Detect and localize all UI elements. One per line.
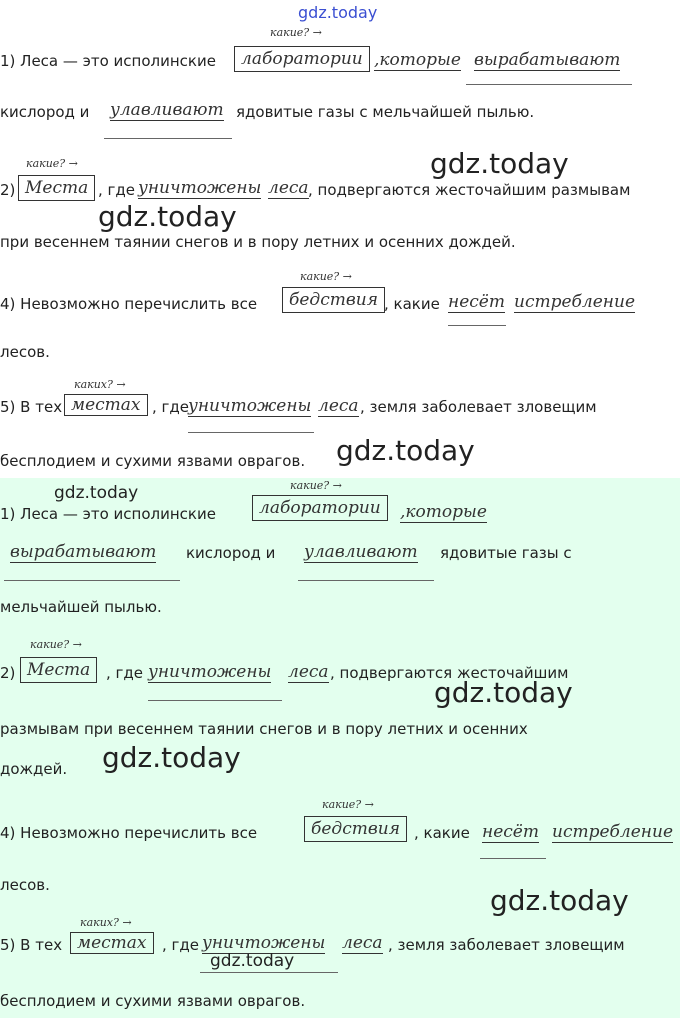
sentence-5-start: 5) В тех [0, 398, 63, 416]
subject-word: Места [20, 657, 97, 683]
sentence-1-line2-rest: ядовитые газы с мельчайшей пылью. [236, 103, 535, 121]
underline [4, 580, 180, 581]
predicate-word: несёт [448, 292, 505, 312]
sentence-2-line3: дождей. [0, 760, 68, 778]
sentence-2-rest: , подвергаются жесточайшим размывам [308, 181, 631, 199]
sentence-2-where: , где [98, 181, 136, 199]
subject-word: леса [342, 933, 383, 953]
question-label: каких? → [80, 916, 132, 929]
underline [148, 700, 282, 701]
subject-word: местах [64, 394, 148, 416]
sentence-4-start: 4) Невозможно перечислить все [0, 824, 258, 842]
sentence-5-start: 5) В тех [0, 936, 63, 954]
sentence-1-start: 1) Леса — это исполинские [0, 505, 216, 523]
watermark: gdz.today [490, 884, 629, 917]
subject-word: леса [318, 396, 359, 416]
subject-word: Места [18, 175, 95, 201]
predicate-word: вырабатывают [10, 542, 157, 562]
sentence-4-line2: лесов. [0, 876, 50, 894]
sentence-1-line2: кислород и [0, 103, 90, 121]
watermark: gdz.today [98, 200, 237, 233]
predicate-word: несёт [482, 822, 539, 842]
predicate-word: улавливают [304, 542, 418, 562]
sentence-5-where: , где [162, 936, 200, 954]
subject-word: леса [268, 178, 309, 198]
watermark: gdz.today [336, 434, 475, 467]
predicate-word: ,которые [400, 502, 487, 522]
underline [104, 138, 232, 139]
sentence-4-which: , какие [414, 824, 470, 842]
subject-word: лаборатории [252, 495, 388, 521]
sentence-1-line3: мельчайшей пылью. [0, 598, 162, 616]
subject-word: местах [70, 932, 154, 954]
subject-word: бедствия [304, 816, 407, 842]
predicate-word: уничтожены [188, 396, 312, 416]
sentence-1-line2-rest: ядовитые газы с [440, 544, 572, 562]
watermark: gdz.today [102, 741, 241, 774]
predicate-word: уничтожены [148, 662, 272, 682]
predicate-word: ,которые [374, 50, 461, 70]
watermark: gdz.today [210, 951, 295, 971]
sentence-2-where: , где [106, 664, 144, 682]
underline [466, 84, 632, 85]
question-label: какие? → [300, 270, 352, 283]
object-word: истребление [514, 292, 636, 312]
sentence-1-line2: кислород и [186, 544, 276, 562]
sentence-5-line2: бесплодием и сухими язвами оврагов. [0, 452, 306, 470]
sentence-2-line2: при весеннем таянии снегов и в пору летних и осенних дождей. [0, 233, 516, 251]
sentence-4-line2: лесов. [0, 343, 50, 361]
subject-word: бедствия [282, 287, 385, 313]
sentence-4-which: , какие [384, 295, 440, 313]
question-label: какие? → [270, 26, 322, 39]
sentence-4-start: 4) Невозможно перечислить все [0, 295, 258, 313]
sentence-2-start: 2) [0, 181, 16, 199]
sentence-5-where: , где [152, 398, 190, 416]
sentence-5-rest: , земля заболевает зловещим [360, 398, 597, 416]
sentence-5-line2: бесплодием и сухими язвами оврагов. [0, 992, 306, 1010]
sentence-5-rest: , земля заболевает зловещим [388, 936, 625, 954]
site-header[interactable]: gdz.today [298, 3, 378, 22]
subject-word: лаборатории [234, 46, 370, 72]
underline [200, 972, 338, 973]
sentence-1-start: 1) Леса — это исполинские [0, 52, 216, 70]
predicate-word: вырабатывают [474, 50, 621, 70]
underline [448, 325, 506, 326]
predicate-word: уничтожены [138, 178, 262, 198]
predicate-word: уничтожены [202, 933, 326, 953]
sentence-2-line2: размывам при весеннем таянии снегов и в пору летних и осенних [0, 720, 528, 738]
underline [480, 858, 546, 859]
watermark: gdz.today [54, 483, 139, 503]
question-label: какие? → [30, 638, 82, 651]
watermark: gdz.today [430, 147, 569, 180]
subject-word: леса [288, 662, 329, 682]
underline [188, 432, 314, 433]
question-label: какие? → [322, 798, 374, 811]
question-label: какие? → [290, 479, 342, 492]
predicate-word: улавливают [110, 100, 224, 120]
sentence-2-rest: , подвергаются жесточайшим [330, 664, 569, 682]
underline [298, 580, 434, 581]
object-word: истребление [552, 822, 674, 842]
question-label: каких? → [74, 378, 126, 391]
watermark: gdz.today [434, 676, 573, 709]
sentence-2-start: 2) [0, 664, 16, 682]
question-label: какие? → [26, 157, 78, 170]
